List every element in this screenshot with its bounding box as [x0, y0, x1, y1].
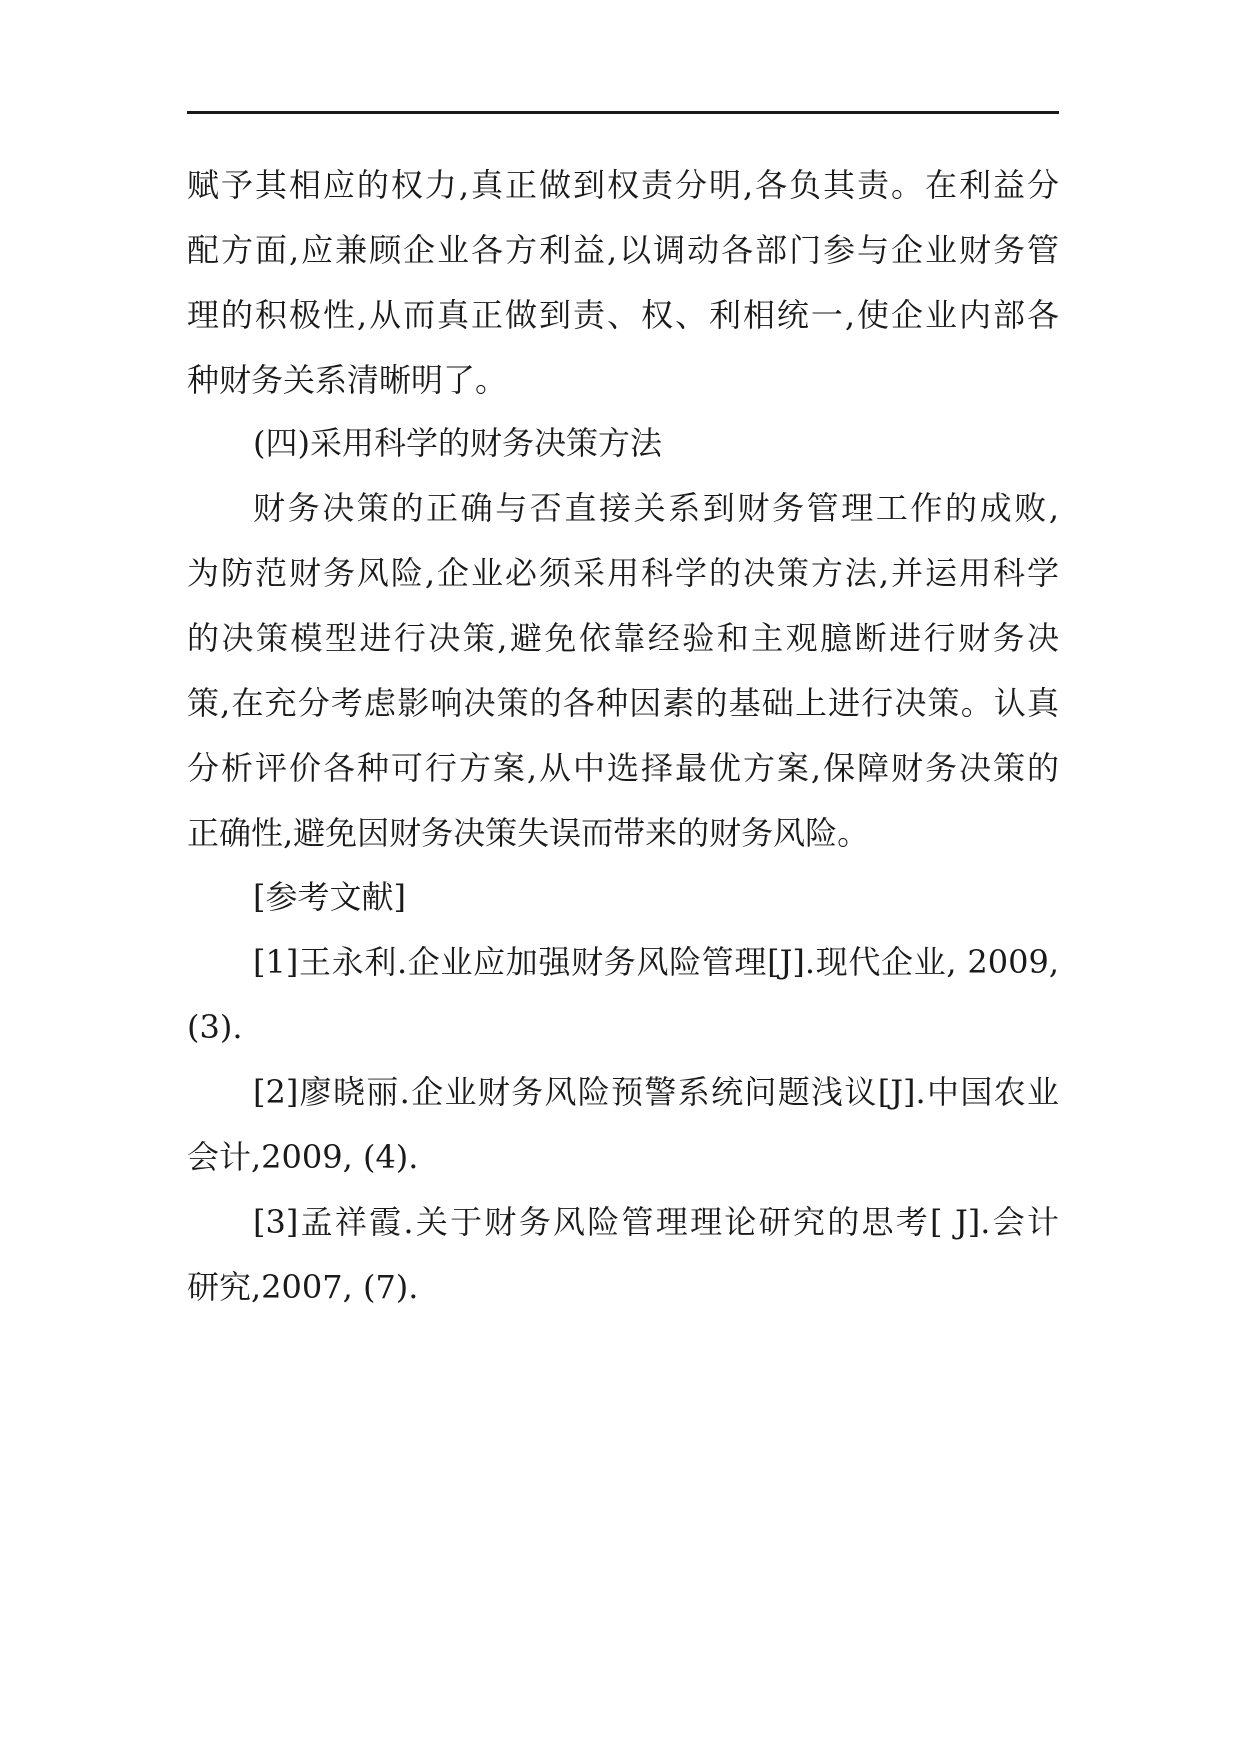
- reference-line: [3]孟祥霞.关于财务风险管理理论研究的思考[ J].会计: [253, 1203, 1059, 1241]
- reference-line: [2]廖晓丽.企业财务风险预警系统问题浅议[J].中国农业: [253, 1073, 1059, 1111]
- text-line: 财务决策的正确与否直接关系到财务管理工作的成败,: [253, 489, 1059, 527]
- text-line: 正确性,避免因财务决策失误而带来的财务风险。: [187, 814, 870, 852]
- header-rule: [187, 111, 1059, 114]
- text-line: 分析评价各种可行方案,从中选择最优方案,保障财务决策的: [187, 749, 1059, 787]
- reference-line: (3).: [187, 1008, 243, 1046]
- reference-line: 研究,2007, (7).: [187, 1268, 419, 1306]
- section-heading: (四)采用科学的财务决策方法: [253, 424, 662, 462]
- text-line: 配方面,应兼顾企业各方利益,以调动各部门参与企业财务管: [187, 231, 1059, 269]
- text-line: 种财务关系清晰明了。: [187, 361, 508, 399]
- text-line: 赋予其相应的权力,真正做到权责分明,各负其责。在利益分: [187, 166, 1059, 204]
- reference-line: [1]王永利.企业应加强财务风险管理[J].现代企业, 2009,: [253, 943, 1059, 981]
- text-line: 理的积极性,从而真正做到责、权、利相统一,使企业内部各: [187, 296, 1059, 334]
- references-heading: [参考文献]: [253, 878, 406, 916]
- text-line: 策,在充分考虑影响决策的各种因素的基础上进行决策。认真: [187, 684, 1059, 722]
- text-line: 为防范财务风险,企业必须采用科学的决策方法,并运用科学: [187, 554, 1059, 592]
- text-line: 的决策模型进行决策,避免依靠经验和主观臆断进行财务决: [187, 619, 1059, 657]
- reference-line: 会计,2009, (4).: [187, 1138, 419, 1176]
